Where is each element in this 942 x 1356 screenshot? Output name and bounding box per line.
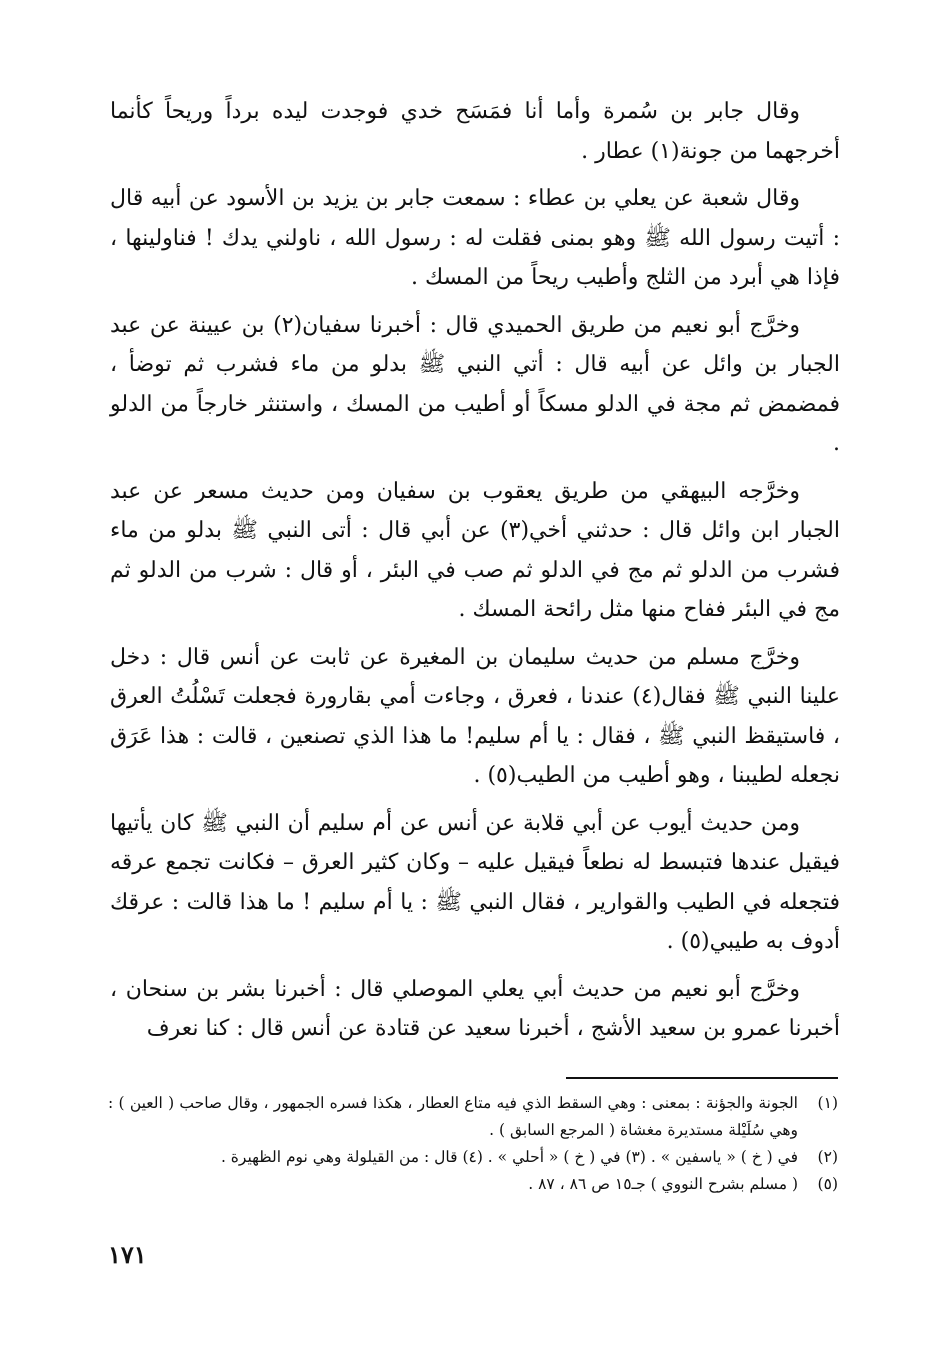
footnote-divider xyxy=(566,1077,838,1079)
footnote-text: في ( خ ) « ياسفين » . (٣) في ( خ ) « أحلي » . (٤) قال : من القيلولة وهي نوم الظهيرة . xyxy=(220,1148,798,1166)
paragraph-6: ومن حديث أيوب عن أبي قلابة عن أنس عن أم سليم أن النبي ﷺ كان يأتيها فيقيل عندها فتبسط له نطعاً فيقيل عليه – وكان كثير العرق – فكانت تجمع عرقه فتجعله في الطيب والقوارير ، فقال النبي ﷺ : يا أم سليم ! ما هذا قالت : عرقك أدوف به طيبي(٥) . xyxy=(110,810,840,954)
footnotes xyxy=(108,1090,838,1198)
footnote-5 xyxy=(108,1171,838,1198)
footnote-1 xyxy=(108,1090,838,1144)
footnote-text: الجونة والجؤنة : بمعنى : وهي السقط الذي فيه متاع العطار ، هكذا فسره الجمهور ، وقال صاحب ( العين ) : وهي سُلَيْلة مستديرة مغشاة ( المرجع السابق ) . xyxy=(108,1094,798,1139)
footnote-2 xyxy=(108,1144,838,1171)
footnote-number: (١) xyxy=(817,1094,838,1112)
paragraph-3: وخرَّج أبو نعيم من طريق الحميدي قال : أخبرنا سفيان(٢) بن عيينة عن عبد الجبار بن وائل عن أبيه قال : أتي النبي ﷺ بدلو من ماء فشرب ثم توضأ ، فمضمض ثم مجة في الدلو مسكاً أو أطيب من المسك ، واستنثر خارجاً من الدلو . xyxy=(110,312,840,456)
paragraph-1: وقال جابر بن سُمرة وأما أنا فمَسَح خدي فوجدت ليده برداً وريحاً كأنما أخرجهما من جونة(١) عطار . xyxy=(110,99,840,164)
footnote-text: ( مسلم بشرح النووي ) جـ١٥ ص ٨٦ ، ٨٧ . xyxy=(528,1175,798,1193)
paragraph-2: وقال شعبة عن يعلي بن عطاء : سمعت جابر بن يزيد بن الأسود عن أبيه قال : أتيت رسول الله ﷺ وهو بمنى فقلت له : رسول الله ، ناولني يدك ! فناولينها ، فإذا هي أبرد من الثلج وأطيب ريحاً من المسك . xyxy=(110,186,840,290)
footnote-number: (٢) xyxy=(817,1148,838,1166)
paragraph-7: وخرَّج أبو نعيم من حديث أبي يعلي الموصلي قال : أخبرنا بشر بن سنحان ، أخبرنا عمرو بن سعيد الأشج ، أخبرنا سعيد عن قتادة عن أنس قال : كنا نعرف xyxy=(110,976,840,1041)
page-number: ١٧١ xyxy=(108,1240,147,1269)
main-text xyxy=(110,92,840,1057)
footnote-number: (٥) xyxy=(817,1175,838,1193)
paragraph-4: وخرَّجه البيهقي من طريق يعقوب بن سفيان ومن حديث مسعر عن عبد الجبار ابن وائل قال : حدثني أخي(٣) عن أبي قال : أتى النبي ﷺ بدلو من ماء فشرب من الدلو ثم مج في الدلو ثم صب في البئر ، أو قال : شرب من الدلو ثم مج في البئر ففاح منها مثل رائحة المسك . xyxy=(110,478,840,622)
paragraph-5: وخرَّج مسلم من حديث سليمان بن المغيرة عن ثابت عن أنس قال : دخل علينا النبي ﷺ فقال(٤) عندنا ، فعرق ، وجاءت أمي بقارورة فجعلت تَسْلُتُ العرق ، فاستيقظ النبي ﷺ ، فقال : يا أم سليم! ما هذا الذي تصنعين ، قالت : هذا عَرَق نجعله لطيبنا ، وهو أطيب من الطيب(٥) . xyxy=(110,644,840,788)
